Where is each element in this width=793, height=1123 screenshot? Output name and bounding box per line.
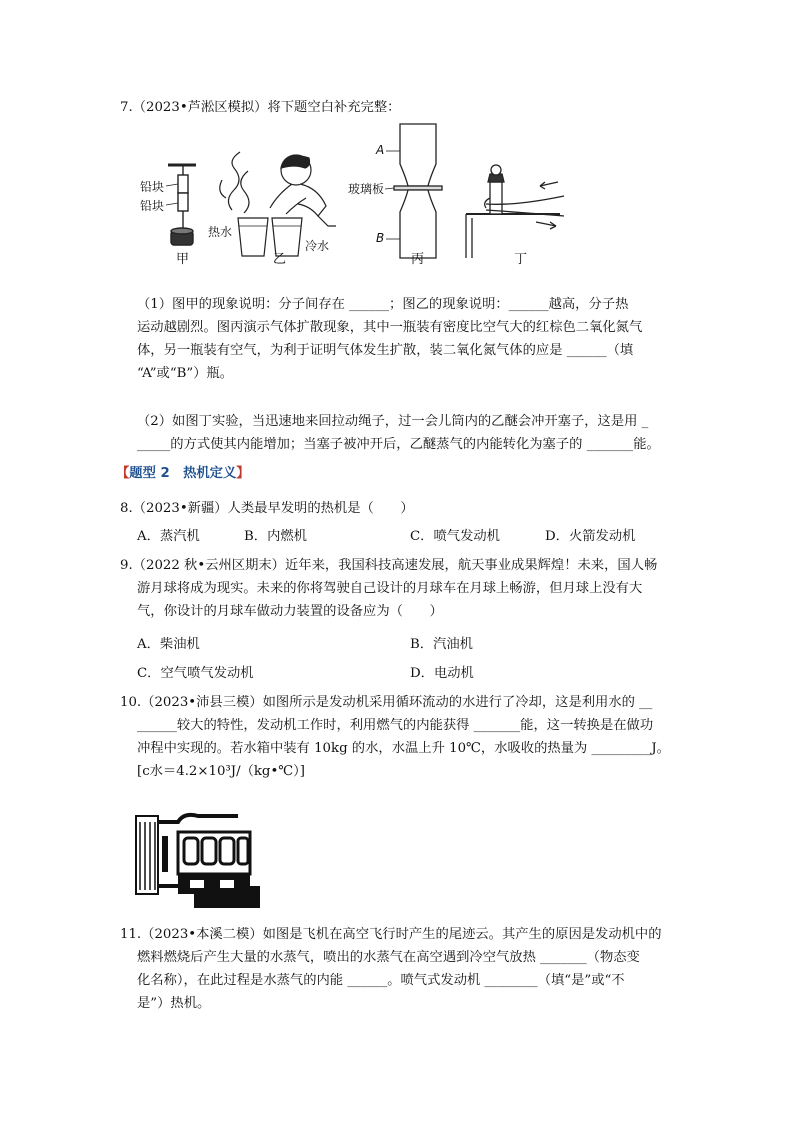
figure-label-jia: 甲 [176,252,190,267]
figure-jia-lead-blocks [140,165,196,245]
q8-option-a: A．蒸汽机 [137,529,200,544]
lead-label-bottom: 铅块 [140,199,165,213]
q8-option-d: D．火箭发动机 [545,529,636,544]
bottle-a-label: A [376,143,385,157]
figure-ding-friction-tube [466,165,564,258]
glass-plate-label: 玻璃板 [348,182,385,196]
q9-stem: 9.（2022 秋•云州区期末）近年来，我国科技高速发展，航天事业成果辉煌！未来，国人畅 游月球将成为现实。未来的你将驾驶自己设计的月球车在月球上畅游，但月球上没有大 气，你设计的月球车做动力装置的设备应为（ ） [120,558,658,619]
q9-option-a: A．柴油机 [137,637,200,652]
q7-figures [0,118,793,268]
bottle-b-label: B [376,231,385,245]
q8-stem: 8.（2023•新疆）人类最早发明的热机是（ ） [120,501,414,516]
q9-option-c: C．空气喷气发动机 [137,666,254,681]
lead-label-top: 铅块 [140,180,165,194]
figure-yi-hot-cold-water [208,152,336,256]
section-heading: 【题型 2 热机定义】 [116,466,250,481]
figure-bing-gas-diffusion [348,124,442,258]
q8-option-b: B．内燃机 [244,529,307,544]
q7-stem: 7.（2023•芦淞区模拟）将下题空白补充完整： [120,100,401,115]
q7-part2: （2）如图丁实验，当迅速地来回拉动绳子，过一会儿筒内的乙醚会冲开塞子，这是用 _ _____的方式使其内能增加；当塞子被冲开后，乙醚蒸气的内能转化为塞子的 _______能。 [137,414,660,452]
q7-part1: （1）图甲的现象说明：分子间存在 ______；图乙的现象说明：______越高，分子热 运动越剧烈。图丙演示气体扩散现象，其中一瓶装有密度比空气大的红棕色二氧化氮气 体，另一瓶装有空气，为利于证明气体发生扩散，装二氧化氮气体的应是 ______（填 “A”或“B”）瓶。 [137,297,643,381]
figure-label-ding: 丁 [514,252,528,267]
hot-water-label: 热水 [208,225,233,239]
q11-stem: 11.（2023•本溪二模）如图是飞机在高空飞行时产生的尾迹云。其产生的原因是发动机中的 燃料燃烧后产生大量的水蒸气，喷出的水蒸气在高空遇到冷空气放热 _______（物态变 化名称），在此过程是水蒸气的内能 ______。喷气式发动机 ________（填“是”或“不 是”）热机。 [120,927,662,1011]
figure-label-yi: 乙 [273,252,287,267]
q8-option-c: C．喷气发动机 [410,529,500,544]
q10-engine-figure [128,802,268,912]
figure-label-bing: 丙 [411,252,425,267]
q9-option-b: B．汽油机 [410,637,473,652]
q10-stem: 10.（2023•沛县三模）如图所示是发动机采用循环流动的水进行了冷却，这是利用水的 __ ______较大的特性，发动机工作时，利用燃气的内能获得 _______能，这一转换是在做功 冲程中实现的。若水箱中装有 10kg 的水，水温上升 10℃，水吸收的热量为 _________J。 [c水＝4.2×10³J/（kg•℃）] [120,695,670,779]
q9-option-d: D．电动机 [410,666,474,681]
cold-water-label: 冷水 [305,239,330,253]
